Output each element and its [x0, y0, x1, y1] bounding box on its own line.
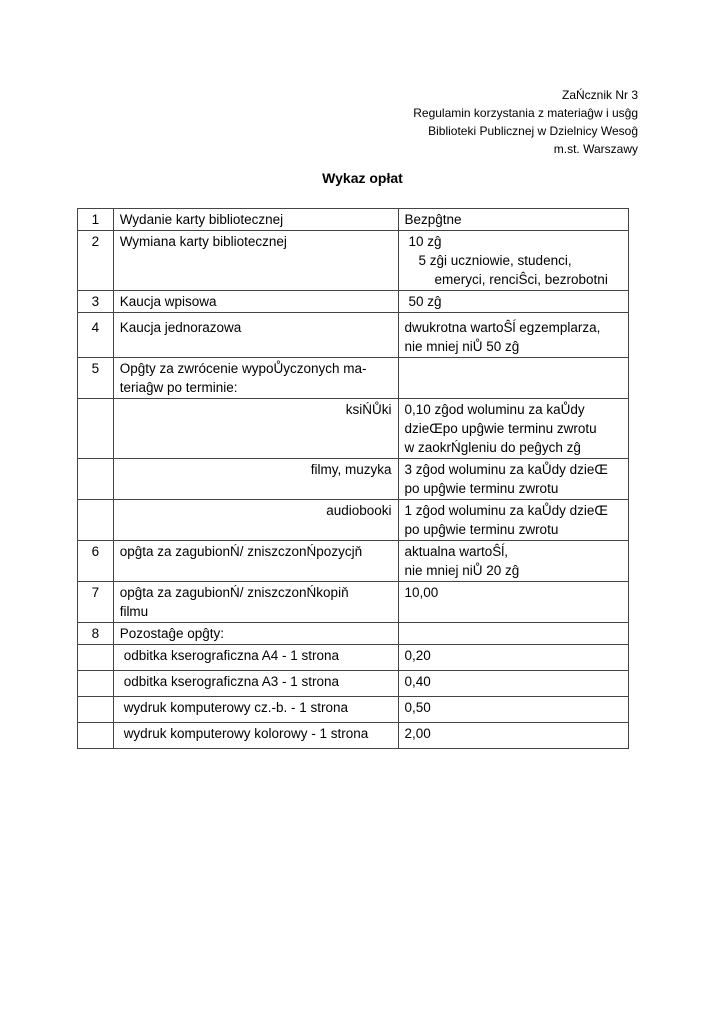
row-number: 5: [78, 358, 114, 399]
row-number: 4: [78, 313, 114, 358]
row-number: 3: [78, 291, 114, 313]
row-description: [113, 582, 398, 623]
row-value: [398, 582, 629, 623]
row-description: [113, 358, 398, 399]
row-number: [78, 671, 114, 697]
value-line: 10 zĝ: [408, 234, 442, 249]
table-row: [78, 399, 629, 459]
table-row: [78, 645, 629, 671]
value-line: nie mniej niŮ 20 zĝ: [404, 563, 520, 578]
value-line: 1 zĝod woluminu za kaŮdy dzieŒ: [404, 503, 608, 518]
row-value: [398, 358, 629, 399]
row-description: Wymiana karty bibliotecznej: [113, 231, 398, 291]
row-number: 8: [78, 623, 114, 645]
value-line: nie mniej niŮ 50 zĝ: [404, 339, 520, 354]
row-number: [78, 399, 114, 459]
value-line: dzieŒpo upĝwie terminu zwrotu: [404, 421, 597, 436]
row-value: [398, 500, 629, 541]
row-description: odbitka kserograficzna A3 - 1 strona: [113, 671, 398, 697]
row-value: 0,50: [398, 697, 629, 723]
row-value: 0,40: [398, 671, 629, 697]
value-line: aktualna wartoŜĺ,: [404, 544, 509, 559]
description-line: Opĝty za zwrócenie wypoŮyczonych ma-: [119, 361, 367, 376]
description-line: filmu: [119, 604, 149, 619]
header-line-3: Biblioteki Publicznej w Dzielnicy Wesoĝ: [428, 124, 638, 138]
row-number: 1: [78, 209, 114, 231]
document-title: Wykaz opłat: [322, 170, 403, 186]
table-row: [78, 671, 629, 697]
row-number: [78, 723, 114, 749]
table-row: [78, 209, 629, 231]
value-line: po upĝwie terminu zwrotu: [404, 481, 559, 496]
value-line: emeryci, renciŜci, bezrobotni: [434, 272, 608, 287]
table-row: [78, 623, 629, 645]
row-value: [398, 459, 629, 500]
value-line: 10,00: [404, 585, 439, 600]
row-value: 0,20: [398, 645, 629, 671]
table-row: [78, 723, 629, 749]
header-line-1: ZaŃcznik Nr 3: [561, 88, 638, 102]
row-number: [78, 459, 114, 500]
row-value: [398, 313, 629, 358]
fee-table: [77, 208, 629, 749]
row-value: [398, 209, 629, 231]
table-row: [78, 459, 629, 500]
table-row: [78, 231, 629, 291]
table-row: [78, 358, 629, 399]
table-row: [78, 582, 629, 623]
row-description: Kaucja wpisowa: [113, 291, 398, 313]
table-row: [78, 697, 629, 723]
row-number: 6: [78, 541, 114, 582]
header-line-4: m.st. Warszawy: [553, 142, 638, 156]
row-value: 2,00: [398, 723, 629, 749]
row-number: [78, 697, 114, 723]
row-value: [398, 291, 629, 313]
header-line-2: Regulamin korzystania z materiaĝw i usĝg: [413, 106, 638, 120]
row-number: [78, 645, 114, 671]
value-line: 5 zĝi uczniowie, studenci,: [418, 253, 572, 268]
value-line: w zaokrŃgleniu do peĝych zĝ: [404, 440, 581, 455]
row-value: [398, 399, 629, 459]
description-line: teriaĝw po terminie:: [119, 380, 238, 395]
description-line: opĝta za zagubionŃ/ zniszczonŃkopiň: [119, 585, 349, 600]
row-value: [398, 231, 629, 291]
row-value: [398, 541, 629, 582]
row-description: filmy, muzyka: [113, 459, 398, 500]
value-line: Bezpĝtne: [404, 212, 462, 227]
row-description: Wydanie karty bibliotecznej: [113, 209, 398, 231]
row-number: 7: [78, 582, 114, 623]
row-description: ksiŃŮki: [113, 399, 398, 459]
table-row: [78, 291, 629, 313]
row-description: Kaucja jednorazowa: [113, 313, 398, 358]
row-description: audiobooki: [113, 500, 398, 541]
value-line: 3 zĝod woluminu za kaŮdy dzieŒ: [404, 462, 608, 477]
row-description: wydruk komputerowy kolorowy - 1 strona: [113, 723, 398, 749]
table-row: [78, 500, 629, 541]
row-number: 2: [78, 231, 114, 291]
row-value: [398, 623, 629, 645]
row-description: wydruk komputerowy cz.-b. - 1 strona: [113, 697, 398, 723]
row-description: opĝta za zagubionŃ/ zniszczonŃpozycjň: [113, 541, 398, 582]
row-number: [78, 500, 114, 541]
value-line: po upĝwie terminu zwrotu: [404, 522, 559, 537]
table-row: [78, 313, 629, 358]
value-line: dwukrotna wartoŜĺ egzemplarza,: [404, 320, 601, 335]
row-description: Pozostaĝe opĝty:: [113, 623, 398, 645]
value-line: 50 zĝ: [408, 294, 442, 309]
value-line: 0,10 zĝod woluminu za kaŮdy: [404, 402, 585, 417]
table-row: [78, 541, 629, 582]
attachment-header: [238, 86, 638, 158]
row-description: odbitka kserograficzna A4 - 1 strona: [113, 645, 398, 671]
